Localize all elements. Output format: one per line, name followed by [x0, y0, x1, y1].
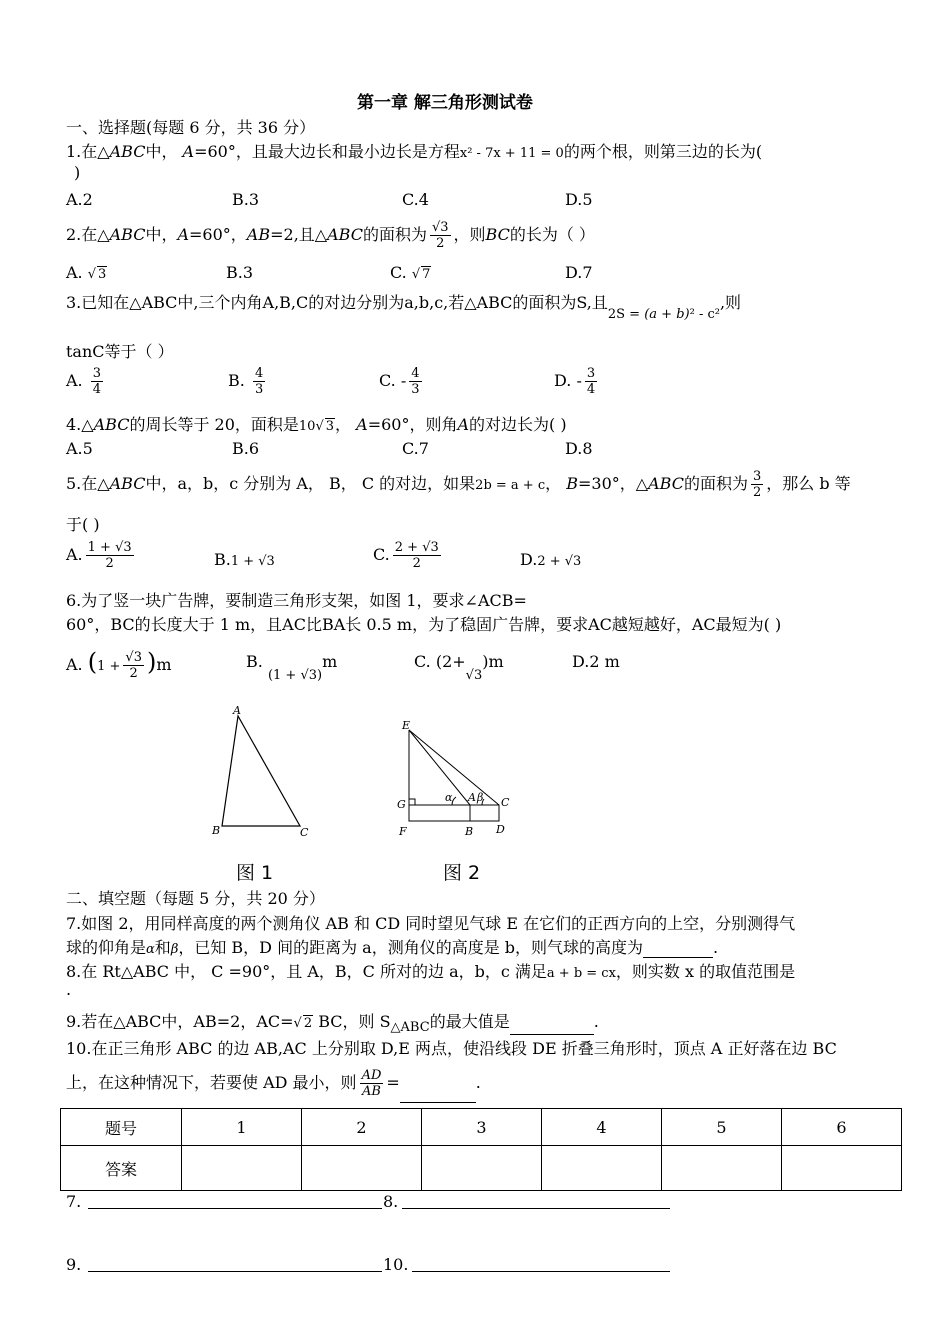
q4-option-d: D.8 — [565, 439, 593, 458]
question-9: 9.若在△ABC中，AB=2，AC=√ 2 BC，则 $S_{\triangle ABC}$的最大值是 . — [66, 1012, 599, 1036]
q2-option-b: B.3 — [226, 263, 254, 282]
fraction: $\frac{√3}{2}$ — [431, 220, 449, 251]
question-10-line-2: 上，在这种情况下，若要使 AD 最小，则 $\frac{AD}{AB}$ = . — [66, 1063, 481, 1103]
q2-option-a: A. √ 3 — [66, 263, 107, 282]
q1-option-c: C.4 — [402, 190, 429, 209]
question-2: 2.在△ABC中，A=60°，AB=2,且△ABC的面积为 $\frac{√3}{2}$ ，则BC的长为（ ） — [66, 220, 595, 251]
question-3-line-2: tanC等于（ ） — [66, 342, 174, 361]
label-c: C — [501, 796, 510, 809]
q6-option-b: B. $_{(1 + √3)}$m — [246, 652, 338, 683]
q6-option-a: A. (1 + $\frac{√3}{2}$ )m — [66, 648, 172, 681]
blank-label-8: 8. — [383, 1192, 399, 1211]
q4-option-c: C.7 — [402, 439, 429, 458]
question-1-close-paren: ) — [74, 163, 81, 182]
q3-option-a: A. $\frac{3}{4}$ — [66, 366, 102, 397]
header-cell: 5 — [662, 1109, 782, 1146]
q4-option-a: A.5 — [66, 439, 93, 458]
label-d: D — [496, 823, 505, 836]
q1-option-b: B.3 — [232, 190, 260, 209]
answer-cell[interactable] — [542, 1146, 662, 1191]
answer-line-8[interactable] — [402, 1208, 670, 1209]
label-b: B — [465, 825, 474, 838]
q4-option-b: B.6 — [232, 439, 260, 458]
question-10: 10.在正三角形 ABC 的边 AB,AC 上分别取 D,E 两点，使沿线段 DE 折叠三角形时，顶点 A 正好落在边 BC — [66, 1039, 837, 1058]
q2-option-d: D.7 — [565, 263, 593, 282]
figure-2-caption: 图 2 — [443, 862, 481, 884]
figure-2-diagram — [390, 715, 520, 840]
blank-label-7: 7. — [66, 1192, 82, 1211]
section-1-heading: 一、选择题(每题 6 分，共 36 分） — [66, 118, 316, 137]
q5-option-c: C. $\frac{2 + √3}{2}$ — [373, 540, 439, 571]
answer-cell[interactable] — [782, 1146, 902, 1191]
q5-option-d: D.2 + √3 — [520, 550, 582, 569]
q3-option-b: B. $\frac{4}{3}$ — [228, 366, 264, 397]
question-1: 1.在△ABC中， A=60°，且最大边长和最小边长是方程x² - 7x + 11 = 0的两个根，则第三边的长为( — [66, 142, 763, 161]
q1-option-d: D.5 — [565, 190, 593, 209]
answer-line-10[interactable] — [412, 1271, 670, 1272]
question-4: 4.△ABC的周长等于 20，面积是10√ 3， A=60°，则角A的对边长为( ) — [66, 415, 567, 434]
figure-1-triangle — [200, 700, 330, 845]
answer-row-label: 答案 — [61, 1146, 182, 1191]
triangle-abc — [222, 716, 300, 826]
answer-cell[interactable] — [662, 1146, 782, 1191]
header-cell: 2 — [302, 1109, 422, 1146]
question-5-line-2: 于( ) — [66, 515, 100, 534]
question-3: 3.已知在△ABC中,三个内角A,B,C的对边分别为a,b,c,若△ABC的面积为S,且$_{2S = (a + b)^2 - c^2}$,则 — [66, 293, 742, 322]
table-answer-row — [61, 1146, 902, 1191]
question-5: 5.在△ABC中，a，b，c 分别为 A， B， C 的对边，如果2b = a + c， B=30°，△ABC的面积为 $\frac{3}{2}$ ，那么 b 等 — [66, 469, 851, 500]
answer-cell[interactable] — [302, 1146, 422, 1191]
table-header-row — [61, 1109, 902, 1146]
question-8-line-2: . — [66, 980, 72, 999]
header-cell: 题号 — [61, 1109, 182, 1146]
q2-option-c: C. √ 7 — [390, 263, 431, 282]
blank-label-9: 9. — [66, 1255, 82, 1274]
label-e: E — [402, 719, 411, 732]
q5-option-b: B.1 + √3 — [214, 550, 275, 569]
q3-option-d: D. - $\frac{3}{4}$ — [554, 366, 596, 397]
question-8: 8.在 Rt△ABC 中， C =90°，且 A，B，C 所对的边 a，b，c 满足a + b = cx，则实数 x 的取值范围是 — [66, 962, 796, 981]
figure-1-caption: 图 1 — [236, 862, 274, 884]
header-cell: 3 — [422, 1109, 542, 1146]
answer-cell[interactable] — [422, 1146, 542, 1191]
answer-table — [60, 1108, 902, 1191]
answer-cell[interactable] — [182, 1146, 302, 1191]
q6-option-d: D.2 m — [572, 652, 620, 671]
q3-option-c: C. - $\frac{4}{3}$ — [379, 366, 420, 397]
question-7-line-2: 球的仰角是α和β，已知 B，D 间的距离为 a，测角仪的高度是 b，则气球的高度为 . — [66, 938, 719, 957]
header-cell: 1 — [182, 1109, 302, 1146]
label-alpha: α — [445, 791, 453, 804]
q5-option-a: A. $\frac{1 + √3}{2}$ — [66, 540, 132, 571]
blank-label-10: 10. — [383, 1255, 409, 1274]
answer-line-9[interactable] — [88, 1271, 382, 1272]
question-7: 7.如图 2，用同样高度的两个测角仪 AB 和 CD 同时望见气球 E 在它们的正西方向的上空，分别测得气 — [66, 914, 796, 933]
q1-option-a: A.2 — [66, 190, 93, 209]
label-f: F — [399, 825, 407, 838]
question-6-line-2: 60°，BC的长度大于 1 m，且AC比BA长 0.5 m，为了稳固广告牌，要求AC越短越好，AC最短为( ) — [66, 615, 782, 634]
question-6: 6.为了竖一块广告牌，要制造三角形支架，如图 1，要求∠ACB= — [66, 591, 527, 610]
vertex-label-c: C — [300, 826, 309, 839]
label-a: A — [468, 791, 476, 804]
header-cell: 4 — [542, 1109, 662, 1146]
vertex-label-a: A — [233, 704, 241, 717]
q6-option-c: C. $(2+_{√3})m$ — [414, 652, 504, 683]
section-2-heading: 二、填空题（每题 5 分，共 20 分） — [66, 889, 325, 908]
vertex-label-b: B — [212, 824, 221, 837]
label-beta: β — [477, 791, 484, 804]
label-g: G — [397, 798, 406, 811]
page-title: 第一章 解三角形测试卷 — [357, 93, 533, 113]
header-cell: 6 — [782, 1109, 902, 1146]
answer-line-7[interactable] — [88, 1208, 382, 1209]
